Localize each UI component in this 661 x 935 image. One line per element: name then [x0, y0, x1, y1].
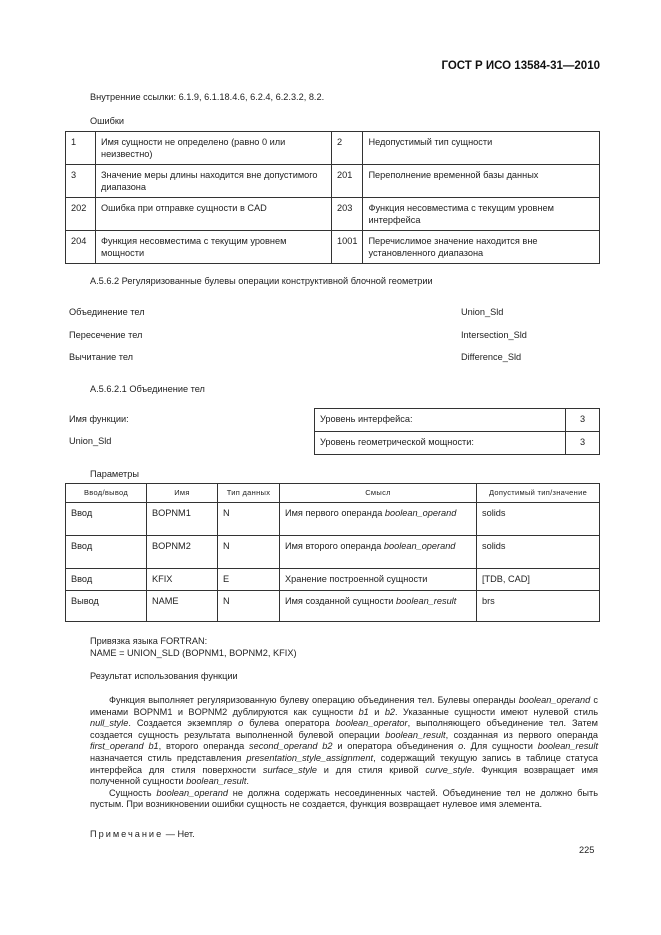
error-code: 1001	[332, 231, 363, 264]
param-meaning	[280, 569, 477, 591]
param-name: BOPNM1	[147, 503, 218, 536]
result-title: Результат использования функции	[90, 671, 238, 681]
param-allowed: solids	[477, 536, 600, 569]
meaning-term: boolean_result	[396, 596, 457, 606]
term: b1	[358, 706, 369, 717]
term: first_operand b1	[90, 741, 159, 752]
note-label: Примечание	[90, 829, 164, 839]
term: o	[458, 741, 464, 752]
text: булева оператора	[243, 718, 336, 729]
text: и оператора объединения	[332, 741, 459, 752]
params-table	[65, 483, 600, 622]
error-message: Недопустимый тип сущности	[363, 132, 600, 165]
text: Сущность	[109, 787, 157, 798]
internal-references: Внутренние ссылки: 6.1.9, 6.1.18.4.6, 6.2.4, 6.2.3.2, 8.2.	[90, 92, 325, 102]
level-label: Уровень геометрической мощности:	[315, 432, 566, 455]
param-meaning	[280, 591, 477, 622]
error-message: Значение меры длины находится вне допустимого диапазона	[96, 165, 332, 198]
term: b2	[384, 706, 396, 717]
text: , созданная из первого операнда	[445, 729, 598, 740]
meaning-term: boolean_operand	[383, 541, 456, 551]
text: . Функция возвращает имя полученной сущности	[90, 764, 598, 787]
errors-title: Ошибки	[90, 116, 125, 126]
function-name: Union_Sld	[69, 436, 112, 446]
text: , выполняющего объединение тел. Затем создается сущность результата выполненной булевой операции	[90, 718, 598, 740]
term: presentation_style_assignment	[246, 752, 374, 763]
param-name: NAME	[147, 591, 218, 622]
param-name: BOPNM2	[147, 536, 218, 569]
operation-function: Union_Sld	[461, 307, 504, 317]
fortran-binding	[90, 635, 297, 659]
error-row	[66, 198, 600, 231]
error-message: Перечислимое значение находится вне установленного диапазона	[363, 231, 600, 264]
fortran-code: NAME = UNION_SLD (BOPNM1, BOPNM2, KFIX)	[90, 648, 297, 658]
meaning-term: boolean_operand	[384, 508, 457, 518]
param-type: N	[218, 591, 280, 622]
note	[90, 829, 195, 839]
operation-name: Пересечение тел	[69, 329, 143, 340]
meaning-text: Имя первого операнда	[285, 508, 385, 518]
paragraph	[90, 788, 598, 811]
meaning-text: Имя второго операнда	[285, 541, 384, 551]
error-message: Функция несовместима с текущим уровнем интерфейса	[363, 198, 600, 231]
error-code: 3	[66, 165, 96, 198]
meaning-text: Имя созданной сущности	[285, 596, 396, 606]
term: o	[238, 718, 244, 729]
text: . Создается экземпляр	[128, 718, 239, 729]
term: null_style	[90, 718, 129, 729]
fortran-title: Привязка языка FORTRAN:	[90, 636, 208, 646]
error-message: Функция несовместима с текущим уровнем мощности	[96, 231, 332, 264]
term: curve_style	[425, 764, 472, 775]
param-row	[66, 503, 600, 536]
param-io: Ввод	[66, 569, 147, 591]
param-meaning	[280, 536, 477, 569]
term: boolean_operand	[156, 787, 228, 798]
error-code: 1	[66, 132, 96, 165]
term: surface_style	[262, 764, 317, 775]
param-meaning	[280, 503, 477, 536]
param-type: N	[218, 503, 280, 536]
param-io: Вывод	[66, 591, 147, 622]
text: и	[368, 706, 385, 717]
operation-name: Объединение тел	[69, 307, 145, 317]
params-title: Параметры	[90, 469, 139, 479]
param-io: Ввод	[66, 503, 147, 536]
section-heading-a562: А.5.6.2 Регуляризованные булевы операции конструктивной блочной геометрии	[90, 276, 433, 286]
param-name: KFIX	[147, 569, 218, 591]
term: boolean_result	[385, 729, 446, 740]
error-code: 2	[332, 132, 363, 165]
result-description	[90, 695, 598, 811]
error-code: 201	[332, 165, 363, 198]
param-allowed: brs	[477, 591, 600, 622]
text: .	[246, 776, 249, 787]
text: . Для сущности	[463, 741, 538, 752]
error-row	[66, 132, 600, 165]
document-header: ГОСТ Р ИСО 13584-31—2010	[441, 60, 600, 72]
column-header: Тип данных	[218, 484, 280, 503]
error-message: Переполнение временной базы данных	[363, 165, 600, 198]
column-header: Имя	[147, 484, 218, 503]
text: , второго операнда	[158, 741, 250, 752]
error-code: 204	[66, 231, 96, 264]
text: . Указанные сущности имеют нулевой стиль	[395, 706, 598, 717]
term: boolean_operand	[518, 695, 591, 705]
text: Функция выполняет регуляризованную булеву операцию объединения тел. Булевы операнды	[109, 695, 519, 705]
note-text: — Нет.	[163, 829, 195, 839]
text: с именами BOPNM1 и BOPNM2 дублируются как сущности	[90, 695, 598, 717]
column-header: Допустимый тип/значение	[477, 484, 600, 503]
level-value: 3	[566, 432, 600, 455]
error-message: Ошибка при отправке сущности в CAD	[96, 198, 332, 231]
section-heading-a5621: А.5.6.2.1 Объединение тел	[90, 384, 205, 394]
text: , содержащий текущую запись в таблице статуса интерфейса для стиля поверхности	[90, 752, 598, 775]
error-code: 202	[66, 198, 96, 231]
term: boolean_result	[537, 741, 598, 752]
param-io: Ввод	[66, 536, 147, 569]
column-header: Смысл	[280, 484, 477, 503]
param-row	[66, 591, 600, 622]
term: second_operand b2	[249, 741, 333, 752]
errors-table	[65, 131, 600, 264]
function-label: Имя функции:	[69, 414, 129, 424]
param-row	[66, 536, 600, 569]
meaning-text: Хранение построенной сущности	[285, 574, 428, 584]
error-message: Имя сущности не определено (равно 0 или неизвестно)	[96, 132, 332, 165]
level-value: 3	[566, 409, 600, 432]
param-type: E	[218, 569, 280, 591]
level-row	[315, 409, 600, 432]
param-row	[66, 569, 600, 591]
param-allowed: solids	[477, 503, 600, 536]
text: назначается стиль представления	[90, 752, 247, 763]
term: boolean_operator	[335, 718, 408, 729]
text: не должна содержать несоединенных частей. Объединение тел не должно быть пустым. При возникновении ошибки сущность не создается, функция возвращает нулевое имя элемента.	[90, 787, 598, 810]
error-row	[66, 231, 600, 264]
param-allowed: [TDB, CAD]	[477, 569, 600, 591]
paragraph	[90, 695, 598, 788]
operation-name: Вычитание тел	[69, 352, 134, 362]
error-code: 203	[332, 198, 363, 231]
error-row	[66, 165, 600, 198]
param-type: N	[218, 536, 280, 569]
level-label: Уровень интерфейса:	[315, 409, 566, 432]
level-row	[315, 432, 600, 455]
operation-function: Intersection_Sld	[461, 329, 527, 340]
operation-function: Difference_Sld	[461, 352, 522, 362]
levels-table	[314, 408, 600, 455]
text: и для стиля кривой	[317, 764, 426, 775]
column-header: Ввод/вывод	[66, 484, 147, 503]
term: boolean_result	[186, 776, 247, 787]
page-number: 225	[579, 845, 595, 855]
